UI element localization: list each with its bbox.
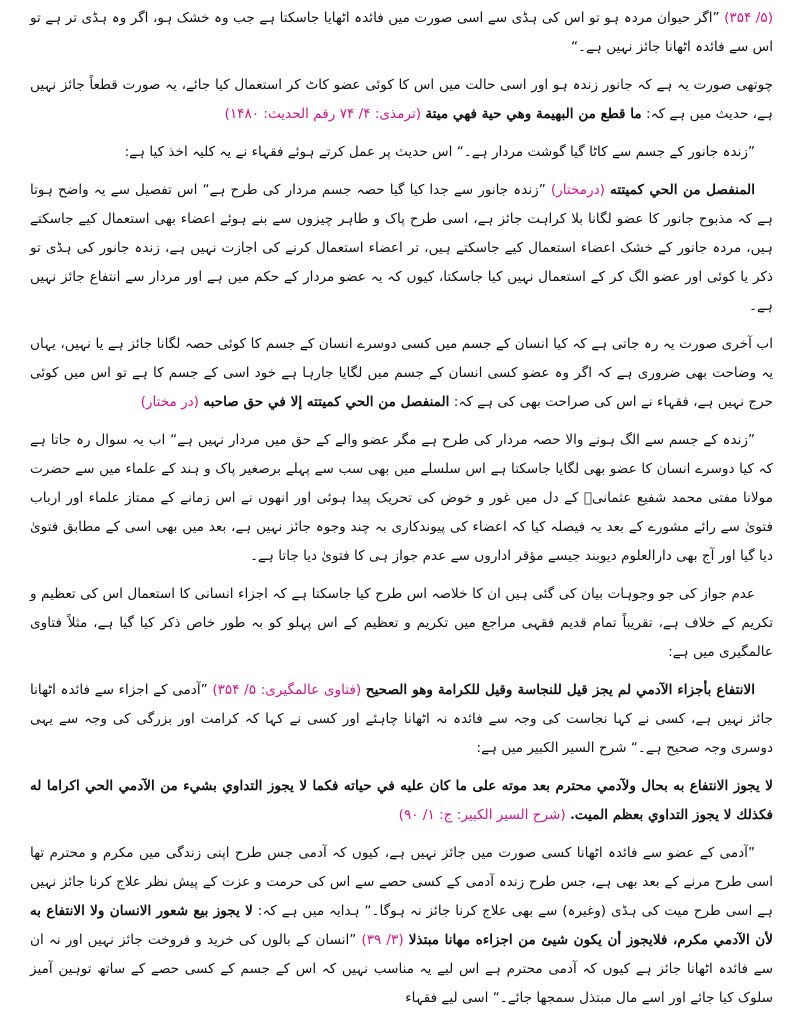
- citation-reference: (شرح السیر الکبیر: ج: ۱/ ۹۰): [398, 807, 566, 823]
- arabic-quote: لا يجوز بيع شعور الانسان ولا الانتفاع به لأن الآدمي مكرم، فلايجوز أن يكون شيئ من اجزاءه مهانا مبتذلا: [30, 903, 773, 948]
- arabic-quote: الانتفاع بأجزاء الآدمي لم يجز قيل للنجاسة وقيل للكرامة وهو الصحيح: [365, 682, 755, 698]
- paragraph-p6: [30, 426, 773, 571]
- body-text: ”زندہ جانور کے جسم سے کاٹا گیا گوشت مردار ہے۔“ اس حدیث پر عمل کرتے ہوئے فقہاء نے یہ کلیہ اخذ کیا ہے:: [124, 144, 755, 160]
- citation-reference: (در مختار): [140, 394, 199, 410]
- body-text: چوتھی صورت یہ ہے کہ جانور زندہ ہو اور اسی حالت میں اس کا کوئی عضو کاٹ کر استعمال کیا جائے، یہ صورت قطعاً جائز نہیں ہے، حدیث میں ہے کہ:: [30, 77, 773, 122]
- arabic-quote: المنفصل من الحي كميتته إلا في حق صاحبه: [203, 394, 450, 410]
- body-text: عدم جواز کی جو وجوہات بیان کی گئی ہیں ان کا خلاصہ اس طرح کیا جاسکتا ہے کہ اجزاء انسانی کا استعمال اس کی تعظیم و تکریم کے خلاف ہے، تقریباً تمام قدیم فقہی مراجع میں تکریم و تعظیم کے اس پہلو کو بہ طور خاص ذکر کیا گیا ہے، مثلاً فتاوی عالمگیری میں ہے:: [30, 586, 773, 660]
- body-text: ”انسان کے بالوں کی خرید و فروخت جائز نہیں اور نہ ان سے فائدہ اٹھانا جائز ہے کیوں کہ آدمی محترم ہے اس لیے یہ مناسب نہیں کہ اس کے جسم کے کسی حصے کے ساتھ توہین آمیز سلوک کیا جائے اور اسے مال مبتذل سمجھا جائے۔“ اسی لیے فقہاء: [30, 932, 773, 1006]
- paragraph-p4: [30, 176, 773, 321]
- body-text: ”آدمی کے اجزاء سے فائدہ اٹھانا جائز نہیں ہے، کسی نے کہا نجاست کی وجہ سے فائدہ نہ اٹھانا چاہئے اور کسی نے کہا کہ کرامت اور بزرگی کی وجہ سے یہی دوسری وجہ صحیح ہے۔“ شرح السیر الکبیر میں ہے:: [30, 682, 773, 756]
- paragraph-p1: [30, 4, 773, 62]
- citation-reference: (ترمذی: ۴/ ۷۴ رقم الحدیث: ۱۴۸۰): [224, 106, 422, 122]
- body-text: ”اگر حیوان مردہ ہو تو اس کی ہڈی سے اسی صورت میں فائدہ اٹھایا جاسکتا ہے جب وہ خشک ہو، اگر وہ ہڈی تر ہے تو اس سے فائدہ اٹھانا جائز نہیں ہے۔“: [30, 10, 773, 55]
- body-text: اب آخری صورت یہ رہ جاتی ہے کہ کیا انسان کے جسم میں کسی دوسرے انسان کے جسم کا کوئی حصہ لگانا جائز ہے یا نہیں، یہاں یہ وضاحت بھی ضروری ہے کہ اگر وہ عضو کسی انسان کے جسم میں لگایا جارہا ہے خود اسی کے جسم کا ہے تو اس میں کوئی حرج نہیں ہے، فقہاء نے اس کی صراحت بھی کی ہے کہ:: [30, 336, 773, 410]
- arabic-quote: ما قطع من البهيمة وهي حية فهي ميتة: [425, 106, 642, 122]
- paragraph-p10: [30, 839, 773, 1013]
- paragraph-p2: [30, 71, 773, 129]
- paragraph-p3: [30, 138, 773, 167]
- paragraph-p9: [30, 772, 773, 830]
- citation-reference: (۵/ ۳۵۴): [724, 10, 774, 26]
- arabic-quote: لا يجوز الانتفاع به بحال ولآدمي محترم بعد موته على ما كان عليه في حياته فكما لا يجوز التداوي بشيء من الآدمي الحي اكراما له فكذلك لا يجوز التداوي بعظم الميت.: [30, 778, 773, 823]
- citation-reference: (۳/ ۳۹): [361, 932, 404, 948]
- body-text: ”زندہ جانور سے جدا کیا گیا حصہ جسم مردار کی طرح ہے“ اس تفصیل سے یہ واضح ہوتا ہے کہ مذبوح جانور کا عضو لگانا بلا کراہت جائز ہے، اسی طرح پاک و طاہر چیزوں سے بنے ہوئے اعضاء بھی استعمال کیے جاسکتے ہیں، مردہ جانور کے خشک اعضاء استعمال کیے جاسکتے ہیں، تر اعضاء استعمال کرنے کی اجازت نہیں ہے، زندہ جانور کی ہڈی تو ذکر یا کوئی اور عضو الگ کر کے استعمال نہیں کیا جاسکتا، کیوں کہ یہ عضو مردار کے حکم میں ہے اور مردار سے انتفاع جائز نہیں ہے۔: [30, 182, 773, 314]
- paragraph-p8: [30, 676, 773, 763]
- body-text: ”زندہ کے جسم سے الگ ہونے والا حصہ مردار کی طرح ہے مگر عضو والے کے حق میں مردار نہیں ہے“ اب یہ سوال رہ جاتا ہے کہ کیا دوسرے انسان کا عضو بھی لگایا جاسکتا ہے اس سلسلے میں بھی سب سے پہلے برصغیر پاک و ہند کے علماء میں سے حضرت مولانا مفتی محمد شفیع عثمانیؒ کے دل میں غور و خوض کی تحریک پیدا ہوئی اور انھوں نے اس زمانے کے ممتاز علماء اور ارباب فتویٰ سے رائے مشورے کے بعد یہ فیصلہ کیا کہ اعضاء کی پیوندکاری بہ چند وجوہ جائز نہیں ہے، بعد میں بھی اسی کے مطابق فتویٰ دیا گیا اور آج بھی دارالعلوم دیوبند جیسے مؤقر اداروں سے عدم جواز ہی کا فتویٰ دیا جاتا ہے۔: [30, 432, 773, 564]
- paragraph-p7: [30, 580, 773, 667]
- arabic-quote: المنفصل من الحي كميتته: [610, 182, 755, 198]
- citation-reference: (درمختار): [550, 182, 605, 198]
- paragraph-p5: [30, 330, 773, 417]
- body-text: ”آدمی کے عضو سے فائدہ اٹھانا کسی صورت میں جائز نہیں ہے، کیوں کہ آدمی جس طرح اپنی زندگی میں مکرم و محترم تھا اسی طرح مرنے کے بعد بھی ہے، جس طرح زندہ آدمی کے کسی حصے سے اس کی حرمت و عزت کے پیش نظر علاج کرنا جائز نہیں ہے اسی طرح میت کی ہڈی (وغیرہ) سے بھی علاج کرنا جائز نہ ہوگا۔“ ہدایہ میں ہے کہ:: [30, 845, 773, 919]
- citation-reference: (فتاوی عالمگیری: ۵/ ۳۵۴): [212, 682, 362, 698]
